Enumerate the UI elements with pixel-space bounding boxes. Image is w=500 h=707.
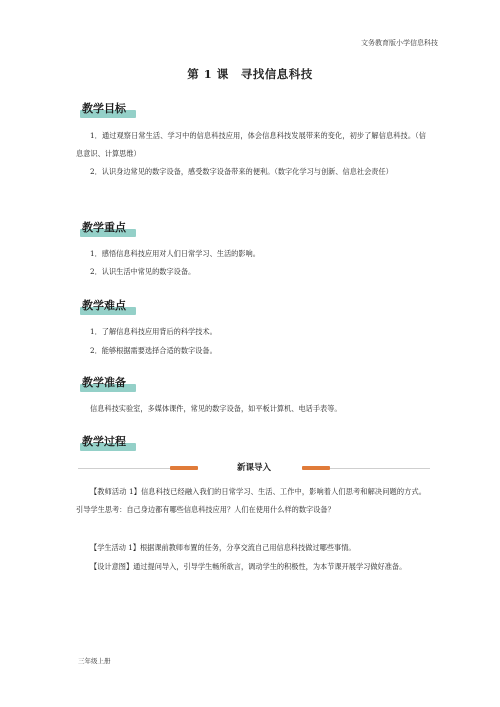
banner-label: 新课导入 bbox=[236, 463, 271, 473]
process-design-intent: 【设计意图】通过提问导入，引导学生畅所欲言，调动学生的积极性，为本节课开展学习做好准备。 bbox=[90, 562, 407, 571]
subsection-banner bbox=[78, 461, 430, 475]
process-student-activity-1: 【学生活动 1】根据课前教师布置的任务，分享交流自己用信息科技做过哪些事情。 bbox=[90, 543, 356, 552]
preparation-text: 信息科技实验室，多媒体课件，常见的数字设备，如平板计算机、电话手表等。 bbox=[90, 404, 342, 413]
key-point-item-1: 1．感悟信息科技应用对人们日常学习、生活的影响。 bbox=[90, 249, 260, 258]
difficulty-item-2: 2．能够根据需要选择合适的数字设备。 bbox=[90, 346, 217, 355]
goal-item-1: 1．通过观察日常生活、学习中的信息科技应用，体会信息科技发展带来的变化，初步了解信息科技。（信息意识、计算思维） bbox=[76, 131, 426, 158]
footer-grade: 三年级上册 bbox=[78, 657, 111, 665]
process-teacher-activity-1: 【教师活动 1】信息科技已经融入我们的日常学习、生活、工作中，影响着人们思考和解决问题的方式。引导学生思考：自己身边都有哪些信息科技应用？人们在使用什么样的数字设备？ bbox=[76, 487, 426, 514]
section-heading-difficulties: 教学难点 bbox=[80, 299, 132, 313]
section-heading-goals: 教学目标 bbox=[80, 102, 132, 116]
goal-item-2: 2．认识身边常见的数字设备，感受数字设备带来的便利。（数字化学习与创新、信息社会责任） bbox=[90, 167, 393, 176]
section-heading-preparation: 教学准备 bbox=[80, 376, 132, 390]
difficulty-item-1: 1．了解信息科技应用背后的科学技术。 bbox=[90, 327, 217, 336]
section-heading-process: 教学过程 bbox=[80, 435, 132, 449]
lesson-title: 第 1 课 寻找信息科技 bbox=[187, 67, 313, 81]
section-heading-key-points: 教学重点 bbox=[80, 221, 132, 235]
header-publisher: 文务教育版小学信息科技 bbox=[361, 39, 438, 47]
key-point-item-2: 2．认识生活中常见的数字设备。 bbox=[90, 267, 196, 276]
